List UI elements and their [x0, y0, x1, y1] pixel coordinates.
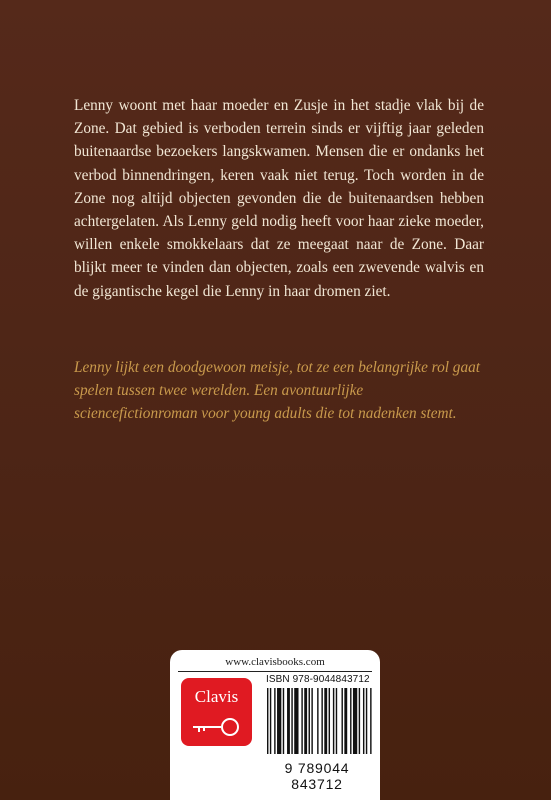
barcode-bar	[294, 688, 298, 754]
barcode-bar	[277, 688, 281, 754]
barcode-bar	[336, 688, 337, 754]
barcode-bar	[274, 688, 275, 754]
barcode-bar	[329, 688, 330, 754]
barcode-bar	[301, 688, 302, 754]
key-icon	[191, 716, 243, 738]
clavis-logo	[181, 678, 252, 746]
barcode-bar	[341, 688, 342, 754]
barcode-bar	[309, 688, 310, 754]
barcode-bar	[363, 688, 364, 754]
barcode-bar	[321, 688, 322, 754]
isbn-label: ISBN 978-9044843712	[266, 674, 370, 685]
logo-wordmark: Clavis	[194, 687, 239, 706]
barcode-bar	[324, 688, 327, 754]
tagline-text	[74, 356, 484, 426]
tagline-paragraph: Lenny lijkt een doodgewoon meisje, tot ze een belangrijke rol gaat spelen tussen twee werelden. Een avontuurlijke sciencefictionroman voor young adults die tot nadenken stemt.	[74, 359, 480, 423]
publisher-panel	[170, 650, 380, 800]
blurb-text	[74, 94, 484, 303]
barcode-bar	[359, 688, 360, 754]
barcode	[266, 688, 374, 754]
barcode-bar	[304, 688, 307, 754]
barcode-bar	[317, 688, 318, 754]
barcode-bar	[267, 688, 268, 754]
barcode-bar	[270, 688, 271, 754]
barcode-bar	[333, 688, 334, 754]
barcode-bar	[366, 688, 367, 754]
barcode-digits: 9 789044 843712	[284, 760, 350, 792]
barcode-bar	[370, 688, 371, 754]
barcode-bar	[283, 688, 284, 754]
barcode-bar	[311, 688, 312, 754]
panel-divider	[178, 671, 372, 672]
barcode-bar	[344, 688, 347, 754]
barcode-bar	[287, 688, 290, 754]
barcode-bar	[350, 688, 351, 754]
blurb-paragraph: Lenny woont met haar moeder en Zusje in het stadje vlak bij de Zone. Dat gebied is verboden terrein sinds er vijftig jaar geleden buitenaardse bezoekers langskwamen. Mensen die er ondanks het verbod binnendringen, keren vaak niet terug. Toch worden in de Zone nog altijd objecten gevonden die de buitenaardsen hebben achtergelaten. Als Lenny geld nodig heeft voor haar zieke moeder, willen enkele smokkelaars dat ze meegaat naar de Zone. Daar blijkt meer te vinden dan objecten, zoals een zwevende walvis en de gigantische kegel die Lenny in haar dromen ziet.	[74, 97, 484, 300]
publisher-website: www.clavisbooks.com	[225, 656, 325, 668]
barcode-bar	[353, 688, 357, 754]
barcode-bar	[291, 688, 292, 754]
